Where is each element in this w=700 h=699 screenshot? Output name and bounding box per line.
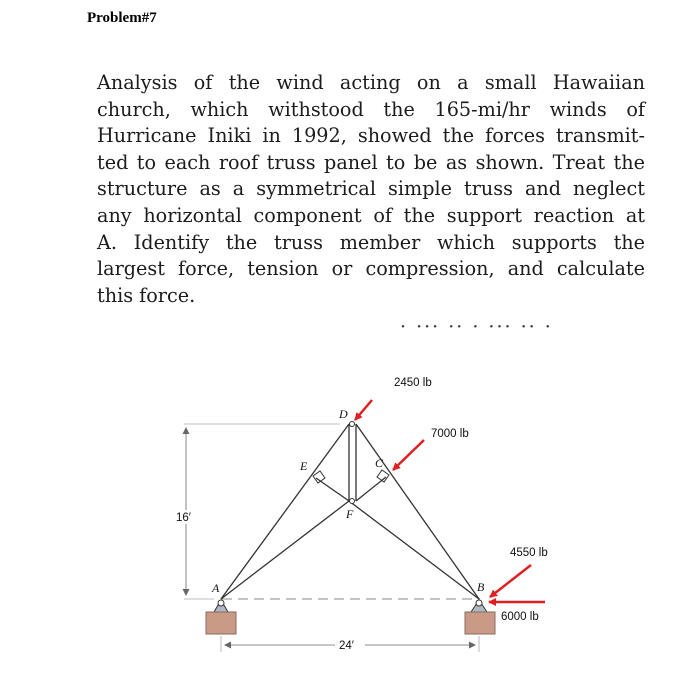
statement-line: Hurricane Iniki in 1992, showed the forces transmit-: [97, 124, 645, 148]
support-A: [206, 600, 236, 634]
statement-line: ted to each roof truss panel to be as shown. Treat the: [97, 150, 645, 174]
member-DB-right-rafter: [356, 424, 479, 599]
joint-F-dot: [350, 499, 355, 504]
force-arrow-D: [355, 400, 372, 420]
statement-line: structure as a symmetrical simple truss and neglect: [97, 177, 645, 201]
force-label-6000: 6000 lb: [501, 611, 539, 623]
statement-line: A. Identify the truss member which supports the: [97, 230, 645, 254]
member-AD-left-rafter: [221, 424, 349, 599]
member-AF: [221, 501, 349, 599]
member-FB: [349, 501, 479, 599]
joint-D-dot: [350, 422, 355, 427]
height-dimension-label: 16′: [176, 512, 191, 524]
joint-label-B: B: [477, 580, 485, 594]
force-label-7000: 7000 lb: [431, 428, 469, 440]
joint-label-D: D: [339, 407, 348, 421]
force-arrow-C: [393, 440, 424, 470]
joint-label-F: F: [346, 507, 354, 521]
support-B: [465, 600, 495, 634]
joint-label-A: A: [212, 581, 220, 595]
force-label-4550: 4550 lb: [510, 547, 548, 559]
right-angle-mark-E: [313, 471, 325, 483]
statement-line: church, which withstood the 165-mi/hr winds of: [97, 97, 645, 121]
statement-line: this force.: [97, 283, 196, 307]
cut-off-next-line: · ··· ·· · ··· ·· ·: [400, 316, 553, 338]
force-label-2450: 2450 lb: [394, 377, 432, 389]
span-dimension-label: 24′: [339, 640, 354, 652]
statement-line: largest force, tension or compression, and calculate: [97, 257, 645, 281]
statement-line: Analysis of the wind acting on a small Hawaiian: [97, 71, 645, 94]
joint-label-C: C: [375, 456, 384, 470]
statement-line: any horizontal component of the support reaction at: [97, 203, 645, 227]
problem-heading: Problem#7: [87, 10, 157, 26]
force-arrow-B-inclined: [490, 565, 531, 597]
joint-label-E: E: [300, 459, 308, 473]
